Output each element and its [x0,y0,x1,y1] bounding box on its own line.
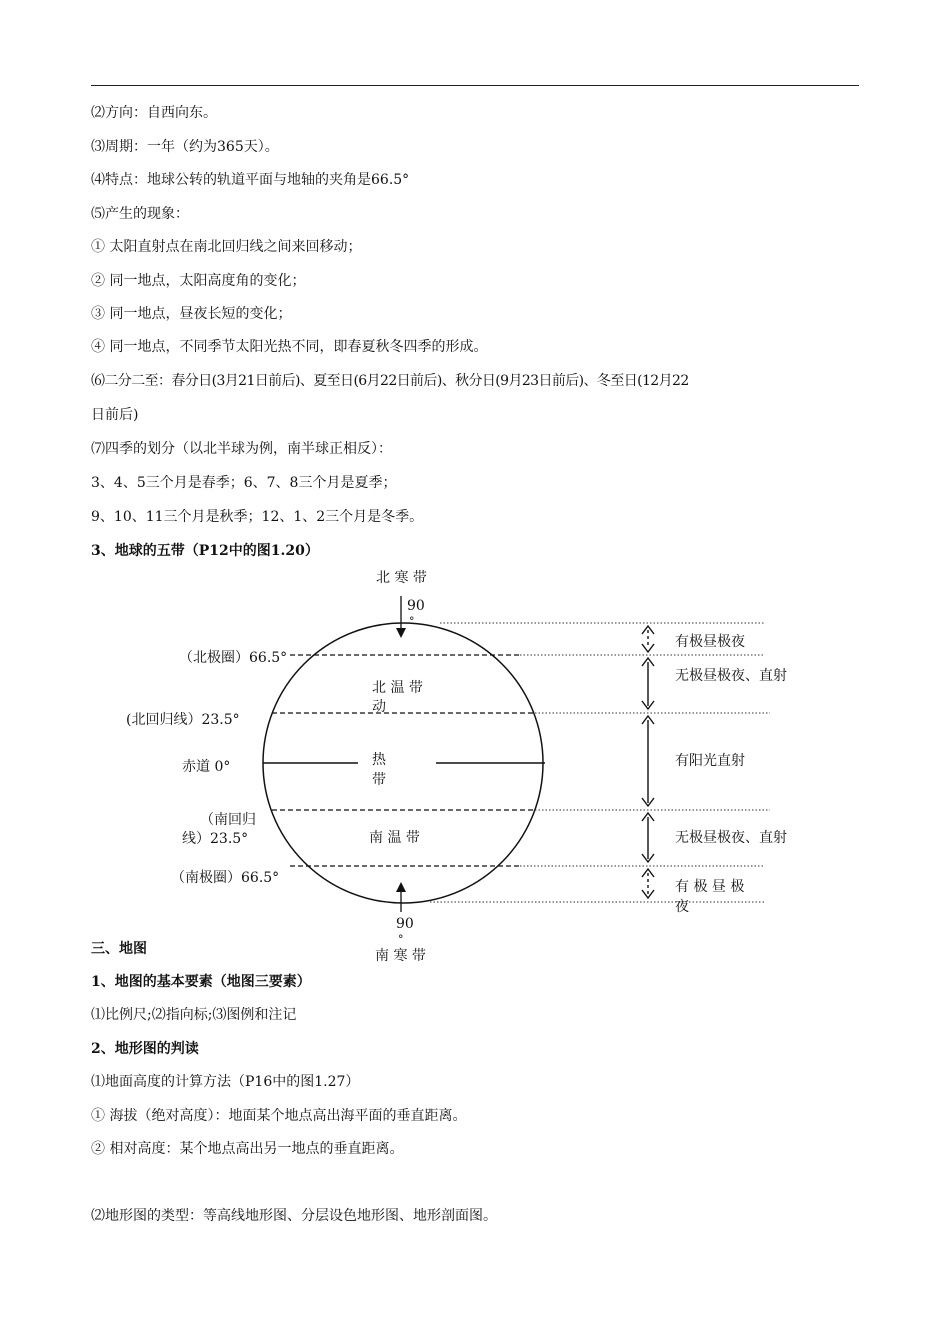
right-label-polar-south-1: 有 极 昼 极 [675,879,745,895]
text-line: ⑶周期：一年（约为365天）。 [91,139,279,155]
terrain-line: ② 相对高度：某个地点高出另一地点的垂直距离。 [91,1141,404,1157]
text-line: ⑵方向：自西向东。 [91,105,217,121]
text-line: ④ 同一地点，不同季节太阳光热不同，即春夏秋冬四季的形成。 [91,339,488,355]
text-line: 3、4、5三个月是春季；6、7、8三个月是夏季； [91,475,397,491]
range-arrows [642,626,654,898]
north-frigid-zone-label: 北 寒 带 [376,570,427,586]
right-label-north-temperate: 无极昼极夜、直射 [675,668,787,684]
equator-label: 赤道 0° [182,759,231,775]
tropic-capricorn-label-1: （南回归 [200,812,256,828]
north-temperate-label: 北 温 带 [372,680,423,696]
terrain-line: ⑴地面高度的计算方法（P16中的图1.27） [91,1074,360,1090]
top-degree-label: ° [409,615,415,628]
torrid-zone-label-2: 带 [372,772,386,788]
right-label-polar-south-2: 夜 [675,899,689,915]
text-line: 日前后) [91,407,139,423]
bottom-degree-label: ° [398,933,404,946]
terrain-heading: 2、地形图的判读 [91,1041,199,1057]
right-label-south-temperate: 无极昼极夜、直射 [675,830,787,846]
antarctic-circle-label: （南极圈）66.5° [171,870,280,886]
section-heading: 3、地球的五带（P12中的图1.20） [91,543,319,559]
terrain-line: ① 海拔（绝对高度）：地面某个地点高出海平面的垂直距离。 [91,1108,467,1124]
terrain-types: ⑵地形图的类型：等高线地形图、分层设色地形图、地形剖面图。 [91,1208,497,1224]
text-line: ① 太阳直射点在南北回归线之间来回移动； [91,239,362,255]
south-pole-arrowhead [396,882,406,892]
tropic-capricorn-label-2: 线）23.5° [182,831,249,847]
section-heading-map: 三、地图 [91,941,147,957]
text-line: 9、10、11三个月是秋季；12、1、2三个月是冬季。 [91,509,424,525]
tropic-cancer-label: (北回归线）23.5° [126,712,240,728]
map-elements-text: ⑴比例尺;⑵指向标;⑶图例和注记 [91,1007,297,1023]
text-line: ⑷特点：地球公转的轨道平面与地轴的夹角是66.5° [91,172,410,188]
bottom-angle-label: 90 [396,916,414,932]
north-temperate-extra: 动 [372,699,386,715]
map-elements-heading: 1、地图的基本要素（地图三要素） [91,974,311,990]
south-temperate-label: 南 温 带 [369,830,420,846]
text-line: ⑸产生的现象： [91,206,189,222]
torrid-zone-label-1: 热 [372,752,386,768]
text-line: ② 同一地点，太阳高度角的变化； [91,273,306,289]
north-pole-arrowhead [396,628,406,638]
south-frigid-zone-label: 南 寒 带 [375,948,426,964]
arctic-circle-label: （北极圈）66.5° [179,650,288,666]
right-label-torrid: 有阳光直射 [675,753,745,769]
text-line: ⑹二分二至：春分日(3月21日前后)、夏至日(6月22日前后)、秋分日(9月23日前后)、冬至日(12月22 [91,373,689,389]
text-line: ⑺四季的划分（以北半球为例，南半球正相反）： [91,441,392,457]
top-angle-label: 90 [407,598,425,614]
right-label-polar-north: 有极昼极夜 [675,634,745,650]
text-line: ③ 同一地点，昼夜长短的变化； [91,306,292,322]
